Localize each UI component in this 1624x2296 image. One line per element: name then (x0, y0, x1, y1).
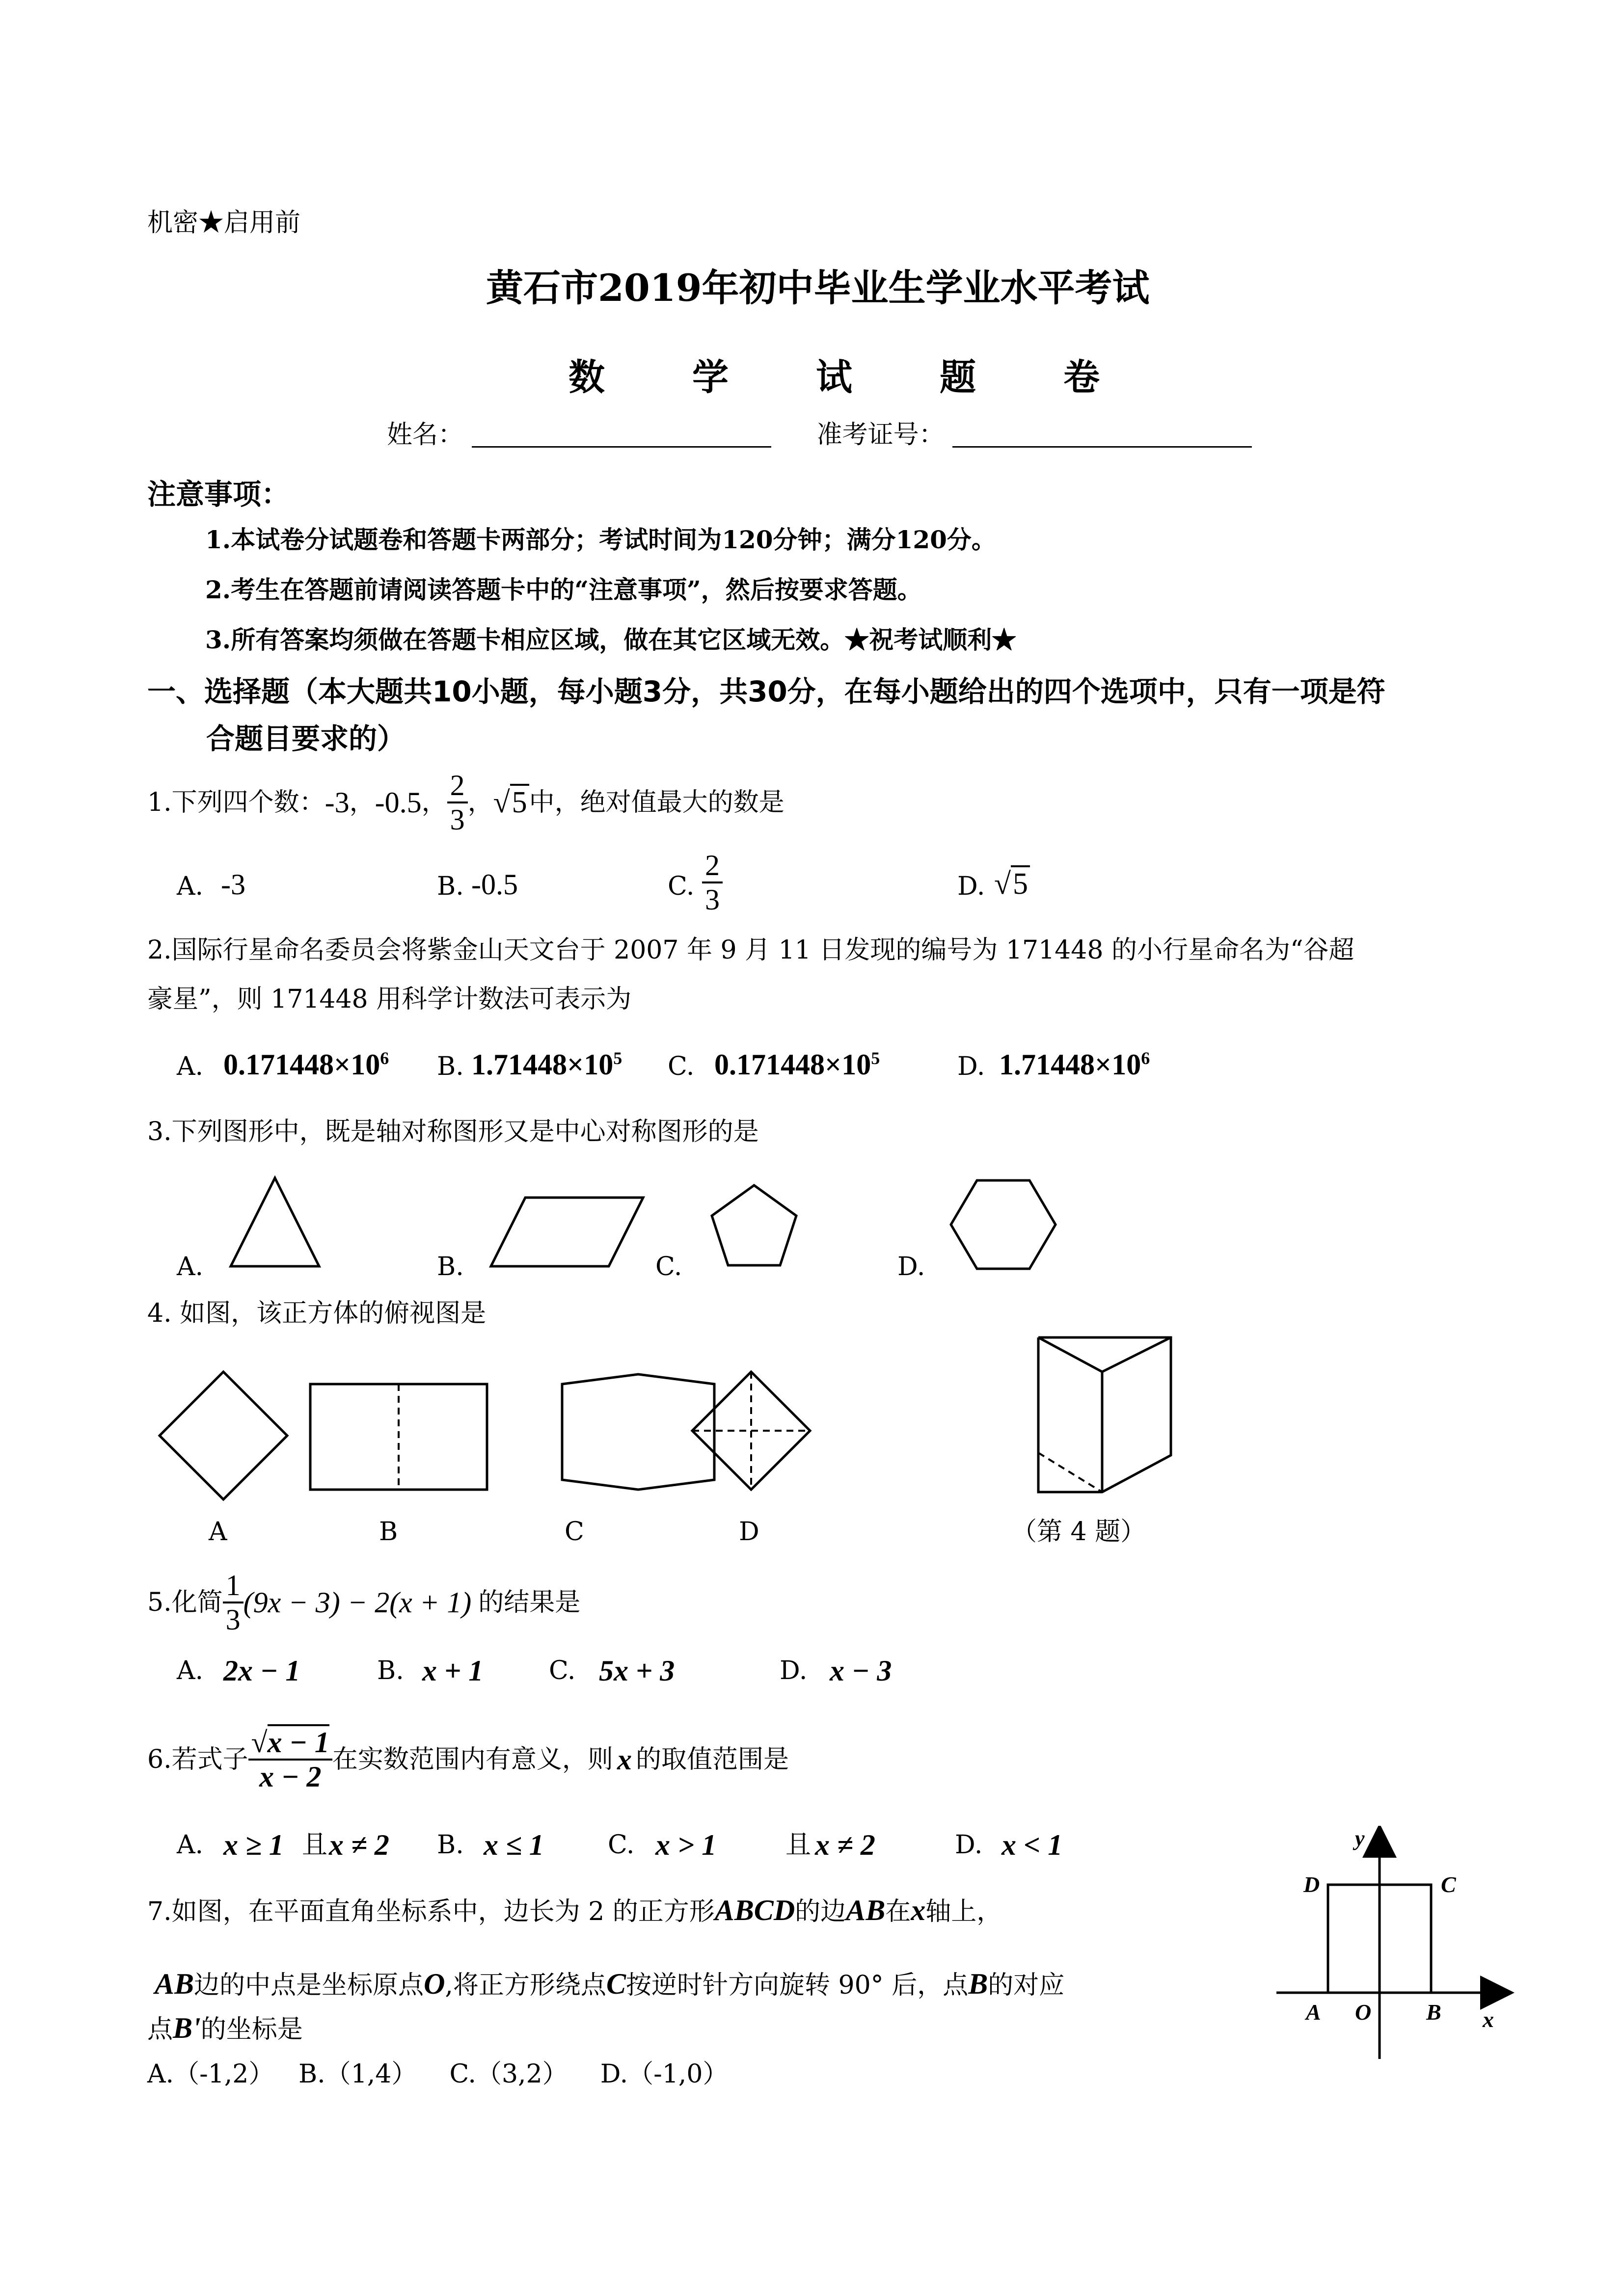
q5-frac-den: 3 (225, 1603, 241, 1636)
option-b-mantissa: 1.71448×10 (471, 1048, 614, 1081)
q5-options (177, 1654, 1060, 1693)
q4-label-a[interactable]: A (209, 1517, 227, 1547)
notes-heading: 注意事项： (147, 478, 290, 511)
q4-label-d[interactable]: D (739, 1517, 759, 1547)
option-b-exp: 5 (613, 1048, 623, 1068)
q1-suffix: 中，绝对值最大的数是 (529, 788, 785, 817)
cube-figure (1038, 1335, 1171, 1492)
option-d-label[interactable]: D. (957, 1052, 985, 1081)
q7-ab: AB (846, 1894, 886, 1926)
q6-suffix: 的取值范围是 (635, 1745, 789, 1774)
q7-text: 点 (147, 2015, 173, 2044)
option-a-label[interactable]: A. (177, 1830, 204, 1860)
option-d-value: x < 1 (1001, 1829, 1063, 1861)
q7-text: 的边 (795, 1897, 846, 1926)
confidential-label: 机密★启用前 (147, 208, 301, 238)
q7-text: 的对应 (988, 1971, 1065, 2000)
option-d-sqrt-arg: 5 (1011, 865, 1030, 901)
option-a-value: -3 (221, 868, 245, 901)
q6-frac-den: x − 2 (259, 1761, 322, 1793)
option-a-value: 2x − 1 (223, 1655, 300, 1687)
note-item: 2.考生在答题前请阅读答题卡中的“注意事项”，然后按要求答题。 (205, 575, 922, 604)
option-a-label[interactable]: A. (177, 1656, 204, 1685)
q6-fraction (248, 1726, 332, 1793)
option-c-label[interactable]: C. (668, 1052, 695, 1081)
q1-frac-num: 2 (447, 769, 468, 803)
q3-option-a[interactable]: A. (177, 1252, 204, 1281)
option-a-exp: 6 (380, 1048, 389, 1068)
label-d: D (1303, 1872, 1320, 1897)
question-6 (147, 1718, 789, 1801)
q3-option-c[interactable]: C. (655, 1252, 682, 1281)
option-c-and: 且 (785, 1830, 812, 1860)
q1-sep: ， (349, 788, 375, 817)
option-b-label[interactable]: B. (437, 1052, 464, 1081)
question-7 (147, 1896, 1002, 1925)
q4-label-c[interactable]: C (565, 1517, 584, 1547)
q7-text: 7.如图，在平面直角坐标系中，边长为 2 的正方形 (147, 1897, 715, 1926)
label-b: B (1426, 2000, 1441, 2025)
option-b-label[interactable]: B. (437, 872, 464, 901)
option-d-mantissa: 1.71448×10 (999, 1048, 1141, 1081)
option-c-frac-den: 3 (705, 883, 720, 916)
q3-option-b[interactable]: B. (437, 1252, 464, 1281)
q1-frac-den: 3 (450, 803, 465, 836)
option-d-label[interactable]: D. (955, 1830, 983, 1860)
question-7-line3 (147, 2013, 303, 2043)
section-heading-cont: 合题目要求的） (206, 722, 406, 755)
q1-sep: ， (421, 788, 447, 817)
q1-sep: ， (467, 788, 493, 817)
paper-subtitle: 数 学 试 题 卷 (568, 356, 1105, 399)
question-7-line2 (155, 1969, 1064, 1999)
q7-text: ,将正方形绕点 (445, 1971, 606, 2000)
question-4: 4. 如图，该正方体的俯视图是 (147, 1299, 487, 1328)
question-2-cont: 豪星”，则 171448 用科学计数法可表示为 (147, 985, 632, 1014)
section-heading: 一、选择题（本大题共10小题，每小题3分，共30分，在每小题给出的四个选项中，只有一项是符 (147, 675, 1385, 708)
option-d-label[interactable]: D. (780, 1656, 808, 1685)
option-d-value: x − 3 (830, 1655, 892, 1687)
label-x: x (1483, 2007, 1494, 2032)
option-a-value-2: x ≠ 2 (329, 1829, 389, 1861)
q5-prefix: 5.化简 (147, 1588, 223, 1617)
option-d-label[interactable]: D. (957, 872, 985, 901)
q5-expression: (9x − 3) − 2(x + 1) (243, 1586, 472, 1619)
exam-id-label: 准考证号： (816, 420, 945, 450)
q7-x: x (911, 1894, 926, 1926)
view-c-hexagon (562, 1374, 714, 1490)
q1-num-1: -3 (325, 786, 350, 819)
option-a-mantissa: 0.171448×10 (223, 1048, 380, 1081)
q7-c: C (606, 1968, 626, 2000)
q1-prefix: 1.下列四个数： (147, 788, 325, 817)
option-c-mantissa: 0.171448×10 (714, 1048, 871, 1081)
q7-text: 按逆时针方向旋转 90° 后，点 (625, 1971, 969, 2000)
q7-text: 轴上， (925, 1897, 1002, 1926)
question-3: 3.下列图形中，既是轴对称图形又是中心对称图形的是 (147, 1117, 759, 1147)
label-c: C (1441, 1872, 1456, 1897)
option-a-and: 且 (302, 1830, 328, 1860)
q7-text: 在 (885, 1897, 911, 1926)
label-y: y (1355, 1826, 1365, 1850)
q6-mid: 在实数范围内有意义，则 (332, 1745, 613, 1774)
option-a-value: x ≥ 1 (223, 1829, 284, 1861)
option-c-value: 5x + 3 (599, 1655, 675, 1687)
q7-b: B (968, 1968, 988, 2000)
triangle-shape (231, 1178, 319, 1266)
q4-label-b[interactable]: B (379, 1517, 398, 1547)
note-item: 3.所有答案均须做在答题卡相应区域，做在其它区域无效。★祝考试顺利★ (205, 625, 1017, 654)
q7-text: 边的中点是坐标原点 (194, 1971, 424, 2000)
option-b-label[interactable]: B. (437, 1830, 464, 1860)
q7-coordinate-figure (1267, 1826, 1542, 2061)
option-b-label[interactable]: B. (377, 1656, 404, 1685)
option-a-label[interactable]: A. (177, 872, 204, 901)
q7-square: ABCD (714, 1894, 795, 1926)
option-b-value: x + 1 (422, 1655, 484, 1687)
q3-option-d[interactable]: D. (897, 1252, 925, 1281)
q4-figures (0, 1325, 1624, 1531)
option-a-label[interactable]: A. (177, 1052, 204, 1081)
question-2: 2.国际行星命名委员会将紫金山天文台于 2007 年 9 月 11 日发现的编号为 171448 的小行星命名为“谷超 (147, 935, 1354, 965)
option-c-label[interactable]: C. (668, 872, 695, 901)
option-c-frac-num: 2 (702, 849, 723, 883)
option-c-exp: 5 (871, 1048, 880, 1068)
q1-sqrt: √5 (493, 787, 529, 818)
question-5 (147, 1563, 580, 1642)
view-a-diamond (160, 1372, 287, 1499)
option-b-value: -0.5 (471, 868, 518, 901)
q7-ab: AB (155, 1968, 194, 2000)
hexagon-shape (951, 1180, 1056, 1269)
q6-prefix: 6.若式子 (147, 1745, 248, 1774)
q7-text: 的坐标是 (200, 2015, 303, 2044)
q7-options[interactable]: A.（-1,2） B.（1,4） C.（3,2） D.（-1,0） (147, 2059, 729, 2089)
option-b-value: x ≤ 1 (484, 1829, 544, 1861)
option-d-sqrt: √5 (994, 869, 1030, 899)
q6-sqrt-arg: x − 1 (268, 1724, 329, 1759)
q6-options (177, 1828, 1159, 1868)
option-c-value: x > 1 (655, 1829, 717, 1861)
q5-frac-num: 1 (223, 1569, 244, 1603)
figure-caption: （第 4 题） (1011, 1517, 1146, 1547)
q1-sqrt-arg: 5 (510, 784, 529, 819)
label-a: A (1306, 2000, 1321, 2025)
q6-var: x (617, 1743, 632, 1776)
option-c-label[interactable]: C. (608, 1830, 635, 1860)
option-c-label[interactable]: C. (549, 1656, 576, 1685)
note-item: 1.本试卷分试题卷和答题卡两部分；考试时间为120分钟；满分120分。 (205, 525, 996, 554)
q1-num-2: -0.5 (375, 786, 422, 819)
q6-frac-num: √x − 1 (248, 1726, 332, 1761)
q7-origin: O (424, 1968, 445, 2000)
option-c-value-2: x ≠ 2 (815, 1829, 875, 1861)
label-o: O (1355, 2000, 1372, 2025)
pentagon-shape (712, 1185, 796, 1265)
name-label: 姓名： (387, 420, 464, 450)
option-d-exp: 6 (1141, 1048, 1150, 1068)
parallelogram-shape (491, 1198, 643, 1266)
exam-title: 黄石市2019年初中毕业生学业水平考试 (486, 266, 1150, 310)
q5-fraction (223, 1569, 244, 1636)
q7-b-prime: B' (173, 2012, 201, 2044)
q5-suffix: 的结果是 (478, 1588, 581, 1617)
